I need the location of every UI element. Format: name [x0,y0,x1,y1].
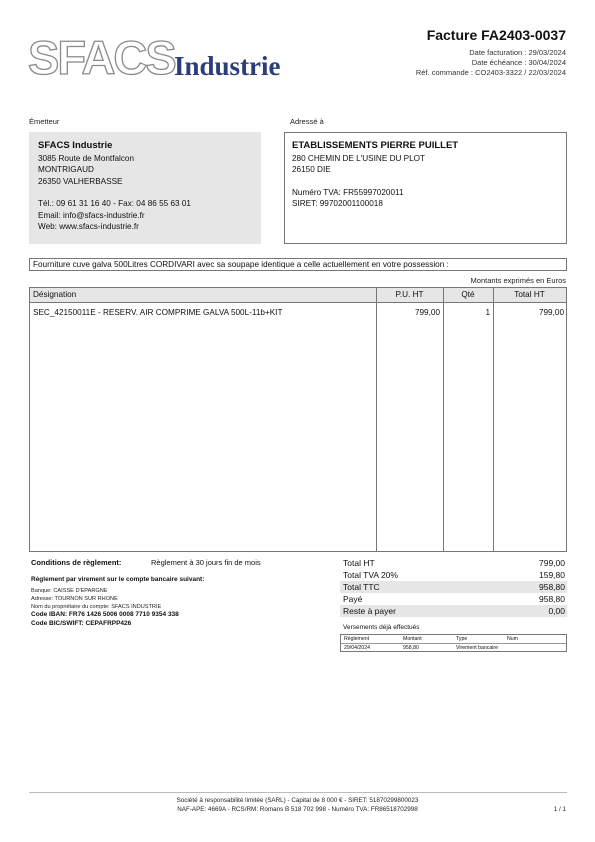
payment-date: 29/04/2024 [344,645,370,651]
recipient-siret: SIRET: 99702001100018 [292,199,383,208]
bank-name: Banque: CAISSE D'EPARGNE [31,588,108,594]
emitter-phone: Tél.: 09 61 31 16 40 - Fax: 04 86 55 63 01 [38,199,191,208]
total-ht-row [340,557,567,569]
recipient-box [284,132,567,244]
payments-header-num: Num [507,636,518,642]
payment-type: Virement bancaire [456,645,499,651]
recipient-zip-city: 26150 DIE [292,165,331,174]
header-designation: Désignation [33,290,77,299]
remaining-row [340,605,567,617]
total-tva-row [340,569,567,581]
emitter-label: Émetteur [29,117,60,126]
remaining-value: 0,00 [548,606,565,616]
emitter-web: Web: www.sfacs-industrie.fr [38,222,139,231]
header-unit-price: P.U. HT [395,290,424,299]
footer-legal-line2: NAF-APE: 4669A - RCS/RM: Romans B 518 702 998 - Numéro TVA: FR86518702998 [177,806,418,813]
footer-legal-line1: Société à responsabilité limitée (SARL) - Capital de 8 000 € - SIRET: 51870299800023 [176,797,419,804]
invoice-description: Fourniture cuve galva 500Litres CORDIVARI avec sa soupape identique a celle actuellement en votre possession : [29,258,567,271]
payments-header-montant: Montant [403,636,422,642]
currency-note: Montants exprimés en Euros [470,276,566,285]
total-ttc-label: Total TTC [343,582,380,592]
payments-table [340,634,567,652]
logo-sfacs-text: SFACS [28,31,175,84]
page-number: 1 / 1 [553,806,566,813]
account-owner: Nom du propriétaire du compte: SFACS INDUSTRIE [31,604,162,610]
paid-value: 958,80 [539,594,565,604]
emitter-name: SFACS Industrie [38,140,113,151]
payment-terms-value: Règlement à 30 jours fin de mois [151,558,261,567]
total-ht-value: 799,00 [539,558,565,568]
iban: Code IBAN: FR76 1426 5006 0008 7710 9354 338 [31,611,179,618]
item-total: 799,00 [538,308,564,317]
emitter-city: MONTRIGAUD [38,165,94,174]
recipient-address: 280 CHEMIN DE L'USINE DU PLOT [292,153,426,163]
item-designation: SEC_42150011E - RESERV. AIR COMPRIME GALVA 500L-11b+KIT [33,308,283,317]
bank-transfer-title: Règlement par virement sur le compte bancaire suivant: [31,576,205,583]
emitter-zip-city: 26350 VALHERBASSE [38,176,123,186]
totals-block [340,557,567,617]
total-ttc-row [340,581,567,593]
order-reference: Réf. commande : CO2403-3322 / 22/03/2024 [415,68,566,77]
total-tva-value: 159,80 [539,570,565,580]
remaining-label: Reste à payer [343,606,396,616]
bic-swift: Code BIC/SWIFT: CEPAFRPP426 [31,620,132,627]
bank-address: Adresse: TOURNON SUR RHONE [31,596,118,602]
footer-divider [29,792,567,793]
invoice-due-date: Date échéance : 30/04/2024 [471,58,566,67]
recipient-name: ETABLISSEMENTS PIERRE PUILLET [292,140,459,151]
items-table [29,287,567,552]
payments-header-reglement: Règlement [344,636,370,642]
item-unit-price: 799,00 [414,308,440,317]
total-tva-label: Total TVA 20% [343,570,398,580]
header-quantity: Qté [461,290,475,299]
emitter-address: 3085 Route de Montfalcon [38,153,135,163]
header-total-ht: Total HT [514,290,545,299]
payments-table-header [341,635,566,644]
invoice-title: Facture FA2403-0037 [426,27,566,43]
recipient-vat: Numéro TVA: FR55997020011 [292,187,404,197]
logo-industrie-text: Industrie [174,51,281,81]
payment-terms-label: Conditions de règlement: [31,558,122,567]
payments-title: Versements déjà effectués [343,624,420,631]
payment-amount: 958,80 [403,645,419,651]
recipient-label: Adressé à [290,117,324,126]
item-quantity: 1 [485,308,490,317]
invoice-date: Date facturation : 29/03/2024 [469,48,566,57]
emitter-box [29,132,261,244]
payments-header-type: Type [456,636,468,642]
company-logo [28,30,298,86]
paid-row [340,593,567,605]
total-ttc-value: 958,80 [539,582,565,592]
total-ht-label: Total HT [343,558,375,568]
emitter-email: Email: info@sfacs-industrie.fr [38,210,145,220]
paid-label: Payé [343,594,363,604]
